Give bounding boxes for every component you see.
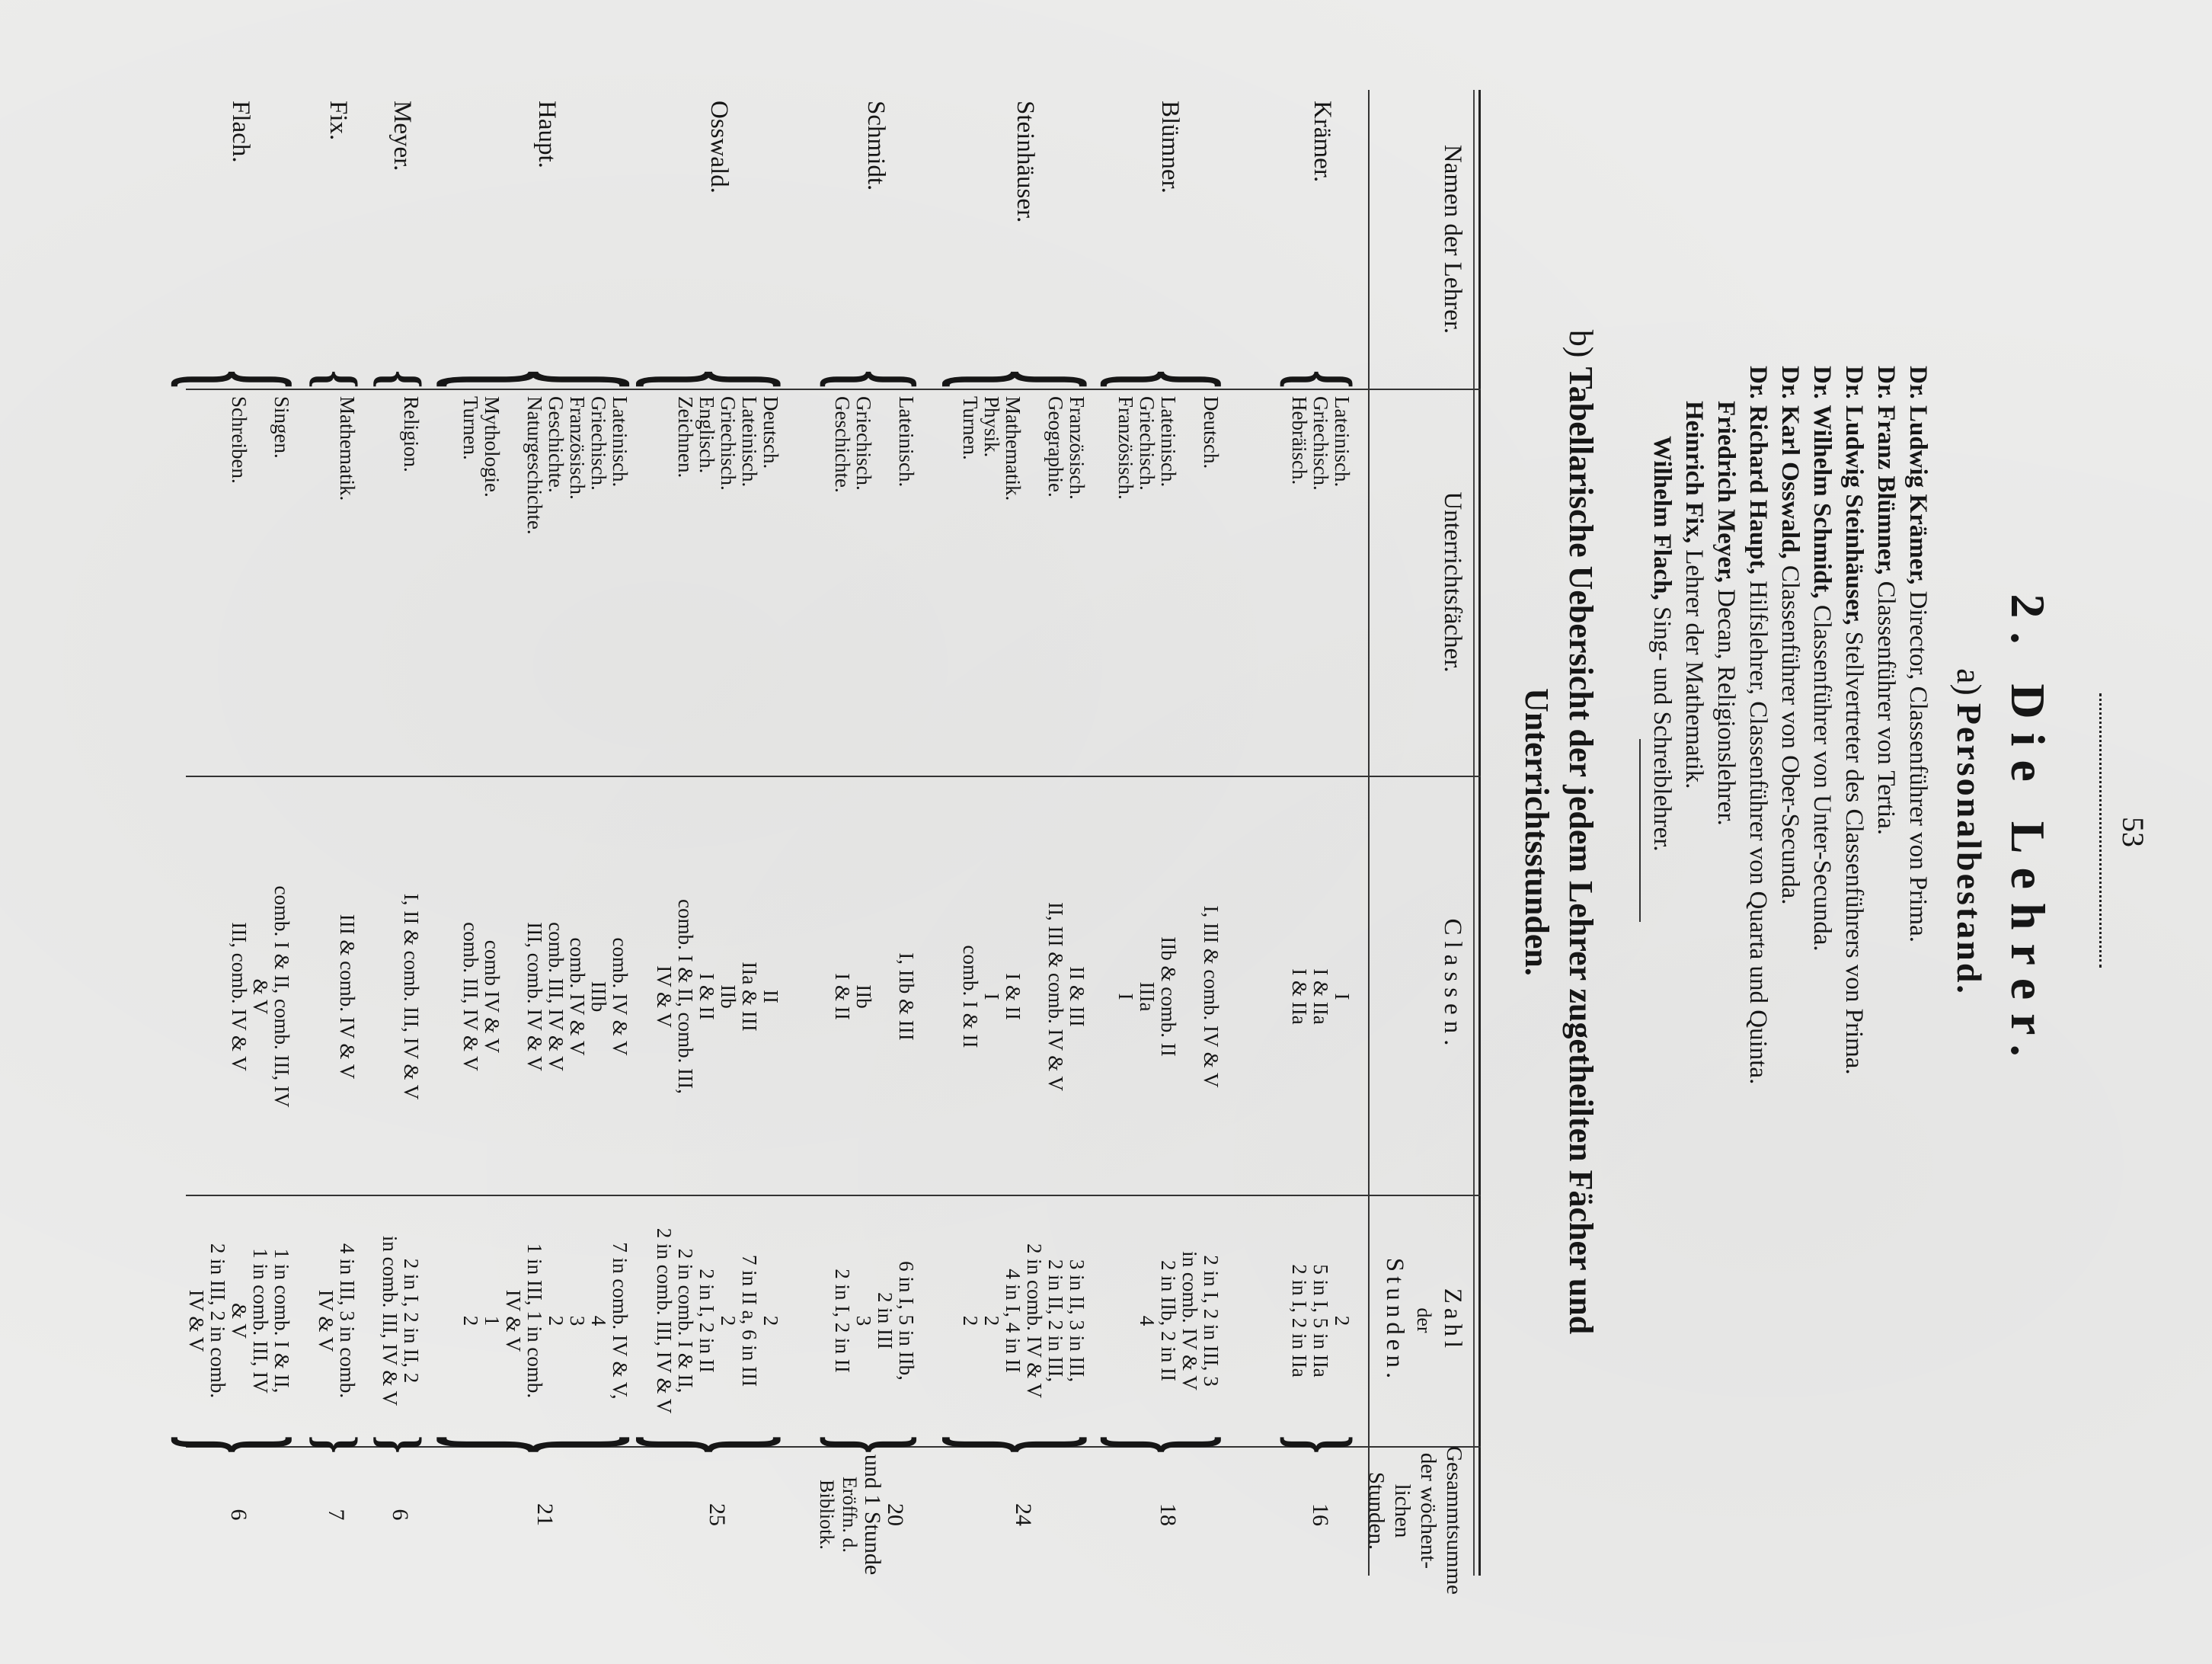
header-hours-line1: Zahl [1439, 1288, 1466, 1353]
hours-cell: 2 [717, 1315, 740, 1326]
hours-cell: 5 in I, 5 in IIa [1309, 1264, 1332, 1378]
hours-cell: 7 in II a, 6 in III [738, 1254, 761, 1387]
staff-role: Stellvertreter des Classenführers von Prima. [1840, 631, 1868, 1075]
subject-cell: Physik. [980, 396, 1003, 458]
classes-cell: I, III & comb. IV & V [1200, 905, 1223, 1088]
header-teacher-names: Namen der Lehrer. [1439, 144, 1466, 334]
subject-cell: Turnen. [959, 396, 982, 460]
staff-entry [1806, 366, 1838, 1084]
hours-cell: 4 in I, 4 in II [1002, 1269, 1024, 1373]
classes-cell: & V [249, 978, 272, 1015]
hours-cell: 2 [980, 1315, 1003, 1326]
hours-cell: 3 in II, 3 in III, [1066, 1259, 1088, 1383]
classes-cell: I [1114, 993, 1137, 1000]
hours-cell: 2 [959, 1315, 982, 1326]
teacher-name: Fix. [324, 101, 352, 141]
table-top-rule [1478, 90, 1481, 1576]
hours-cell: 2 [459, 1315, 482, 1326]
header-total-line2: der wöchent- [1416, 1452, 1440, 1570]
top-ornament-rule [2099, 693, 2102, 968]
teacher-name: Steinhäuser. [1012, 101, 1039, 223]
hours-cell: IV & V [502, 1289, 525, 1352]
row-brace: { [369, 370, 433, 389]
subject-cell: Französisch. [1066, 396, 1088, 500]
row-brace: { [417, 370, 673, 389]
hours-cell: 1 in comb. I & II, [270, 1248, 293, 1394]
subject-cell: Englisch. [695, 396, 718, 474]
classes-cell: II, III & comb. IV & V [1044, 902, 1067, 1091]
total-cell: 7 [324, 1509, 349, 1521]
hours-cell: 2 in comb. IV & V [1023, 1243, 1046, 1398]
staff-name: Dr. Wilhelm Schmidt, [1808, 366, 1836, 599]
classes-cell: II & III [1066, 966, 1088, 1027]
row-brace: } [928, 1435, 1120, 1454]
column-divider [186, 776, 1481, 777]
subject-cell: Mathematik. [336, 396, 359, 501]
total-cell: 6 [388, 1509, 413, 1521]
header-total [1363, 1446, 1467, 1595]
hours-cell: 2 in I, 2 in II [695, 1269, 718, 1373]
classes-cell: comb. I & II, comb. III, [674, 899, 697, 1094]
row-brace: } [417, 1435, 673, 1454]
subsection-b-label: b) [1562, 329, 1600, 358]
table-top-rule-double [1473, 90, 1475, 1576]
staff-list [1646, 366, 1934, 1084]
hours-cell: 4 in III, 3 in comb. [336, 1243, 359, 1399]
header-hours [1380, 1195, 1467, 1446]
hours-cell: in comb. III, IV & V [379, 1235, 401, 1406]
hours-cell: 2 in I, 2 in II [831, 1269, 854, 1373]
classes-cell: II [759, 990, 782, 1003]
staff-role: Classenführer von Tertia. [1872, 581, 1900, 836]
classes-cell: I, IIb & III [895, 952, 918, 1041]
hours-cell: 2 [1331, 1315, 1354, 1326]
subject-cell: Turnen. [459, 396, 482, 460]
teacher-name: Krämer. [1309, 101, 1336, 183]
total-cell: und 1 Stunde [860, 1454, 885, 1576]
row-brace: { [1088, 370, 1248, 389]
classes-cell: IV & V [653, 965, 676, 1028]
classes-cell: III & comb. IV & V [336, 914, 359, 1080]
subject-cell: Französisch. [566, 396, 589, 500]
row-brace: { [305, 370, 369, 389]
row-brace: } [305, 1435, 369, 1454]
teacher-name: Schmidt. [862, 101, 890, 191]
staff-name: Dr. Ludwig Krämer, [1904, 366, 1932, 585]
staff-entry [1838, 366, 1870, 1084]
header-total-line3: lichen Stunden. [1364, 1471, 1414, 1550]
hours-cell: 2 [545, 1315, 567, 1326]
subject-cell: Singen. [270, 396, 293, 459]
classes-cell: I [1331, 993, 1354, 1000]
subsection-b-heading [1514, 242, 1603, 1422]
staff-name: Friedrich Meyer, [1712, 401, 1740, 583]
hours-cell: 2 in III [874, 1292, 897, 1349]
classes-cell: comb. IV & V [609, 937, 631, 1056]
subsection-a-title: Personalbestand. [1950, 702, 1989, 996]
staff-entry [1678, 366, 1710, 1084]
subject-cell: Mythologie. [481, 396, 503, 498]
row-brace: } [622, 1435, 814, 1454]
hours-cell: 2 in II, 2 in III, [1044, 1259, 1067, 1383]
row-brace: { [928, 370, 1120, 389]
classes-cell: I & IIa [1288, 968, 1311, 1025]
hours-cell: 2 in comb. I & II, [674, 1248, 697, 1394]
total-cell: 21 [532, 1503, 558, 1526]
classes-cell: comb. IV & V [566, 937, 589, 1056]
row-brace: } [369, 1435, 433, 1454]
hours-cell: IV & V [315, 1289, 337, 1352]
staff-role: Lehrer der Mathematik. [1680, 549, 1708, 789]
row-brace: } [810, 1435, 938, 1454]
hours-cell: 7 in comb. IV & V, [609, 1242, 631, 1400]
header-hours-line3: Stunden. [1381, 1257, 1408, 1384]
subsection-b-title: Tabellarische Uebersicht der jedem Lehrer zugetheilten Fächer und [1562, 366, 1600, 1335]
column-divider [186, 389, 1481, 390]
classes-cell: IIb [852, 984, 875, 1009]
subject-cell: Griechisch. [852, 396, 875, 491]
teacher-name: Blümner. [1156, 101, 1184, 194]
staff-entry [1742, 366, 1774, 1084]
total-cell: 20 [883, 1503, 908, 1526]
total-cell: 25 [705, 1503, 730, 1526]
subject-cell: Religion. [400, 396, 423, 472]
row-brace: } [159, 1435, 319, 1454]
classes-cell: IIb & comb. II [1157, 936, 1180, 1057]
teacher-name: Haupt. [533, 101, 561, 168]
classes-cell: I [980, 993, 1003, 1000]
subject-cell: Französisch. [1114, 396, 1137, 500]
staff-name: Dr. Ludwig Steinhäuser, [1840, 366, 1868, 626]
hours-cell: 2 in I, 2 in III, 3 [1200, 1255, 1223, 1387]
subsection-b-line1 [1558, 242, 1603, 1422]
classes-cell: I & II [1002, 973, 1024, 1020]
teaching-table [159, 90, 1481, 1595]
total-cell: 6 [226, 1509, 251, 1521]
row-brace: } [1088, 1435, 1248, 1454]
hours-cell: & V [228, 1303, 251, 1339]
table-header-rule [1368, 90, 1370, 1576]
classes-cell: I & II [831, 973, 854, 1020]
staff-entry [1774, 366, 1806, 1084]
total-cell: 18 [1156, 1503, 1181, 1526]
hours-cell: 4 [587, 1315, 610, 1326]
classes-cell: I & IIa [1309, 968, 1332, 1025]
total-cell: 16 [1308, 1503, 1333, 1526]
staff-role: Classenführer von Unter-Secunda. [1808, 604, 1836, 952]
staff-name: Heinrich Fix, [1680, 401, 1708, 543]
row-brace: { [1273, 370, 1369, 389]
staff-role: Classenführer von Ober-Secunda. [1776, 565, 1804, 905]
hours-cell: 2 in III, 2 in comb. [206, 1243, 229, 1399]
subsection-a-label: a) [1950, 668, 1989, 696]
subject-cell: Lateinisch. [1157, 396, 1180, 488]
classes-cell: III, comb. IV & V [523, 922, 546, 1071]
staff-entry [1646, 366, 1678, 1084]
hours-cell: 2 in IIb, 2 in II [1157, 1260, 1180, 1381]
hours-cell: in comb. IV & V [1178, 1251, 1201, 1390]
hours-cell: 3 [852, 1315, 875, 1326]
staff-name: Dr. Karl Osswald, [1776, 366, 1804, 559]
classes-cell: I & II [695, 973, 718, 1020]
hours-cell: 4 [1136, 1315, 1159, 1326]
hours-cell: 1 in comb. III, IV [249, 1248, 272, 1394]
subject-cell: Lateinisch. [1331, 396, 1354, 488]
hours-cell: 3 [566, 1315, 589, 1326]
classes-cell: IIIa [1136, 981, 1159, 1012]
subject-cell: Geschichte. [545, 396, 567, 493]
classes-cell: III, comb. IV & V [228, 922, 251, 1071]
subsection-b-line2: Unterrichtsstunden. [1518, 688, 1555, 976]
subject-cell: Griechisch. [717, 396, 740, 491]
total-cell: Eröffn. d. Bibliotk. [816, 1477, 861, 1553]
subject-cell: Griechisch. [1309, 396, 1332, 491]
subject-cell: Griechisch. [1136, 396, 1159, 491]
subject-cell: Lateinisch. [609, 396, 631, 488]
divider-rule [1639, 739, 1641, 922]
classes-cell: comb. I & II [959, 945, 982, 1048]
subject-cell: Mathematik. [1002, 396, 1024, 501]
row-brace: { [159, 370, 319, 389]
staff-role: Director, Classenführer von Prima. [1904, 590, 1932, 942]
total-cell: 24 [1011, 1503, 1036, 1526]
hours-cell: IV & V [185, 1289, 208, 1352]
staff-role: Hilfslehrer, Classenführer von Quarta und Quinta. [1744, 581, 1772, 1085]
staff-name: Dr. Franz Blümner, [1872, 366, 1900, 575]
row-brace: } [1273, 1435, 1369, 1454]
teacher-name: Flach. [227, 101, 254, 163]
row-brace: { [810, 370, 938, 389]
classes-cell: comb IV & V [481, 939, 503, 1054]
classes-cell: comb. I & II, comb. III, IV [270, 885, 293, 1108]
hours-cell: 2 in I, 2 in II, 2 [400, 1258, 423, 1384]
hours-cell: 2 [759, 1315, 782, 1326]
staff-role: Decan, Religionslehrer. [1712, 589, 1740, 826]
classes-cell: comb. III, IV & V [459, 922, 482, 1071]
subject-cell: Deutsch. [759, 396, 782, 469]
teacher-name: Osswald. [705, 101, 733, 194]
hours-cell: 1 [481, 1315, 503, 1326]
staff-name: Wilhelm Flach, [1648, 436, 1676, 600]
subject-cell: Zeichnen. [674, 396, 697, 478]
subject-cell: Deutsch. [1200, 396, 1223, 469]
staff-entry [1870, 366, 1902, 1084]
header-subjects: Unterrichtsfächer. [1439, 491, 1466, 673]
classes-cell: I, II & comb. III, IV & V [400, 893, 423, 1100]
page-number: 53 [2116, 817, 2150, 847]
staff-name: Dr. Richard Haupt, [1744, 366, 1772, 574]
hours-cell: 2 in comb. III, IV & V [653, 1227, 676, 1414]
staff-role: Sing- und Schreiblehrer. [1648, 606, 1676, 852]
header-hours-line2: der [1413, 1307, 1435, 1333]
subject-cell: Lateinisch. [738, 396, 761, 488]
subject-cell: Griechisch. [587, 396, 610, 491]
subject-cell: Naturgeschichte. [523, 396, 546, 535]
subject-cell: Schreiben. [228, 396, 251, 484]
classes-cell: IIIb [587, 981, 610, 1013]
staff-entry [1902, 366, 1934, 1084]
hours-cell: 2 in I, 2 in IIa [1288, 1264, 1311, 1378]
classes-cell: comb. III, IV & V [545, 922, 567, 1071]
hours-cell: 1 in III, 1 in comb. [523, 1243, 546, 1399]
header-total-line1: Gesammtsumme [1442, 1446, 1466, 1595]
hours-cell: 6 in I, 5 in IIb, [895, 1261, 918, 1381]
subject-cell: Lateinisch. [895, 396, 918, 488]
header-classes: Classen. [1439, 918, 1466, 1052]
staff-entry [1710, 366, 1742, 1084]
classes-cell: IIa & III [738, 962, 761, 1032]
row-brace: { [622, 370, 814, 389]
teacher-name: Meyer. [388, 101, 416, 171]
classes-cell: IIb [717, 984, 740, 1009]
subject-cell: Hebräisch. [1288, 396, 1311, 485]
section-title: 2. Die Lehrer. [2001, 594, 2055, 1070]
subject-cell: Geschichte. [831, 396, 854, 493]
subject-cell: Geographie. [1044, 396, 1067, 498]
subsection-a-heading [1949, 668, 1990, 996]
